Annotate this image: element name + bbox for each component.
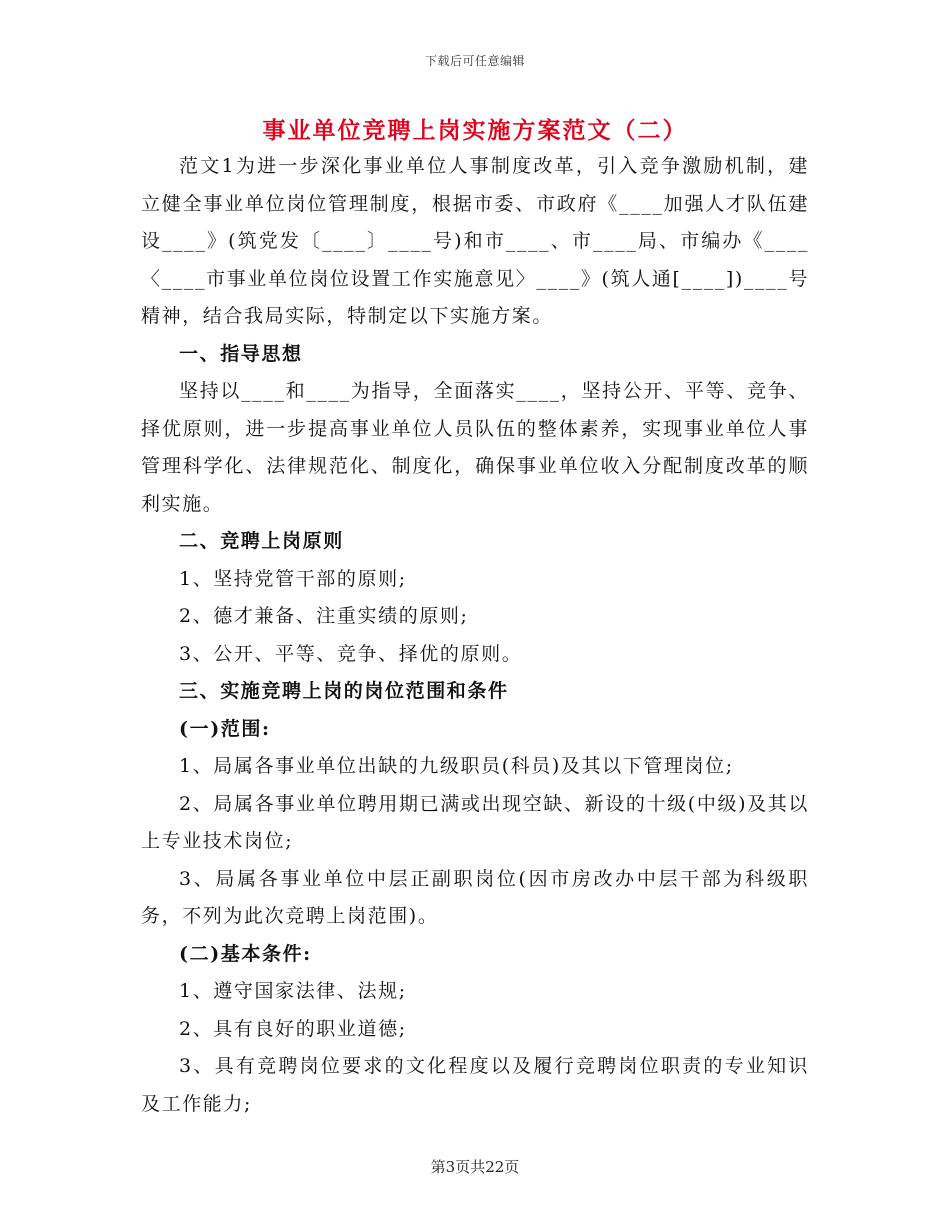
condition-item: 3、具有竞聘岗位要求的文化程度以及履行竞聘岗位职责的专业知识及工作能力; [141,1055,809,1115]
condition-item: 2、具有良好的职业道德; [179,1017,407,1040]
scope-item: 1、局属各事业单位出缺的九级职员(科员)及其以下管理岗位; [179,755,734,777]
condition-item: 1、遵守国家法律、法规; [179,980,407,1002]
page-number: 第3页共22页 [430,1158,520,1176]
section-heading-principles: 二、竞聘上岗原则 [179,530,344,552]
guiding-ideology-paragraph: 坚持以____和____为指导，全面落实____，坚持公开、平等、竞争、择优原则，进一步提高事业单位人员队伍的整体素养，实现事业单位人事管理科学化、法律规范化、制度化，确保事业单位收入分配制度改革的顺利实施。 [141,380,809,515]
scope-item: 2、局属各事业单位聘用期已满或出现空缺、新设的十级(中级)及其以上专业技术岗位; [141,792,809,852]
subheading-scope: (一)范围: [179,717,271,740]
document-title: 事业单位竞聘上岗实施方案范文（二） [262,117,688,144]
intro-paragraph: 范文1为进一步深化事业单位人事制度改革，引入竞争激励机制，建立健全事业单位岗位管理制度，根据市委、市政府《____加强人才队伍建设____》(筑党发〔____〕____号)和市____、市____局、市编办《____〈____市事业单位岗位设置工作实施意见〉____》(筑人通[____])____号精神，结合我局实际，特制定以下实施方案。 [141,155,809,327]
section-heading-guiding-ideology: 一、指导思想 [179,342,303,365]
section-heading-scope-conditions: 三、实施竞聘上岗的岗位范围和条件 [179,680,509,702]
scope-item: 3、局属各事业单位中层正副职岗位(因市房改办中层干部为科级职务，不列为此次竞聘上岗范围)。 [141,867,809,927]
document-body [141,148,809,1123]
page-header: 下载后可任意编辑 [424,54,525,68]
subheading-basic-conditions: (二)基本条件: [179,942,312,965]
principle-item: 3、公开、平等、竞争、择优的原则。 [179,642,523,665]
principle-item: 1、坚持党管干部的原则; [179,567,407,590]
principle-item: 2、德才兼备、注重实绩的原则; [179,605,469,627]
